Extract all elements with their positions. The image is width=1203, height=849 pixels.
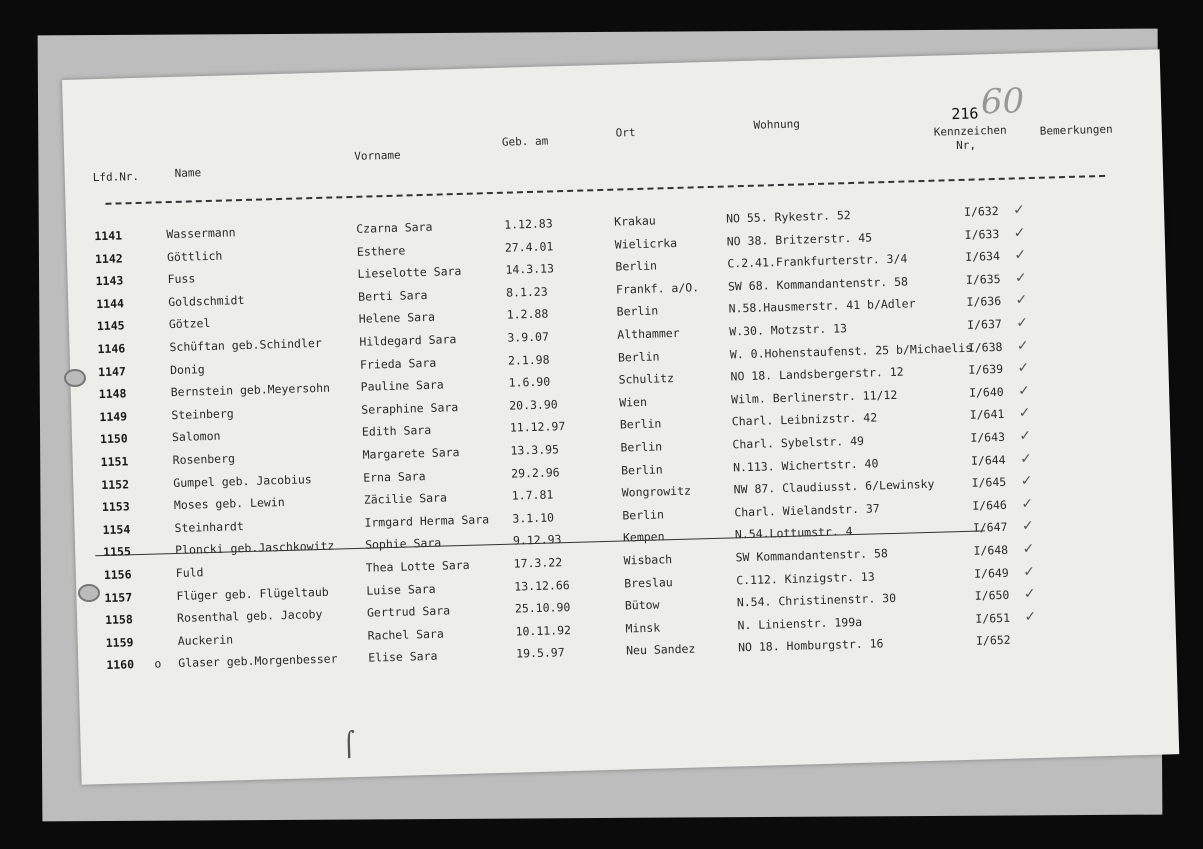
cell-wohnung: W. 0.Hohenstaufenst. 25 b/Michaelis [729,340,973,362]
cell-ort: Berlin [615,258,658,274]
header-geb: Geb. am [501,134,549,149]
cell-nr: 1152 [101,476,130,492]
cell-vorname: Czarna Sara [356,219,433,236]
cell-wohnung: Charl. Leibnizstr. 42 [731,410,878,429]
cell-vorname: Thea Lotte Sara [365,557,470,575]
cell-kennz: I/643 [970,429,1006,445]
check-mark-icon: ✓ [1021,470,1032,490]
cell-nr: 1155 [103,544,132,560]
cell-kennz: I/641 [969,407,1005,423]
cell-vorname: Zäcilie Sara [363,490,448,507]
cell-geb: 1.12.83 [504,216,553,232]
cell-ort: Wielicrka [614,235,678,252]
cell-geb: 13.12.66 [514,577,570,594]
cell-kennz: I/646 [972,497,1008,513]
check-mark-icon: ✓ [1014,221,1025,242]
cell-wohnung: SW 68. Kommandantenstr. 58 [727,274,909,294]
check-mark-icon: ✓ [1014,244,1026,264]
cell-kennz: I/634 [965,249,1001,265]
cell-vorname: Hildegard Sara [359,332,457,349]
cell-kennz: I/633 [964,226,1000,242]
cell-wohnung: NO 18. Landsbergerstr. 12 [730,364,904,384]
check-mark-icon: ✓ [1018,357,1029,377]
cell-wohnung: C.2.41.Frankfurterstr. 3/4 [727,251,908,271]
cell-wohnung: NW 87. Claudiusst. 6/Lewinsky [733,476,935,497]
cell-name: Donig [169,361,205,377]
cell-wohnung: N.54.Lottumstr. 4 [734,524,853,542]
cell-geb: 2.1.98 [507,352,550,368]
cell-ort: Berlin [622,507,665,523]
header-kennzeichen: Kennzeichen [933,123,1007,139]
cell-name: Fuld [175,565,204,581]
cell-vorname: Irmgard Herma Sara [364,512,490,530]
check-mark-icon: ✓ [1013,199,1024,219]
cell-geb: 25.10.90 [514,600,571,616]
cell-kennz: I/647 [972,520,1008,536]
cell-wohnung: N. Linienstr. 199a [737,614,863,633]
cell-ort: Wongrowitz [621,483,692,500]
cell-nr: 1153 [101,499,130,515]
cell-kennz: I/645 [971,474,1007,490]
cell-geb: 1.2.88 [506,306,549,323]
cell-nr: 1143 [95,273,124,289]
cell-ort: Minsk [625,620,661,636]
cell-vorname: Margarete Sara [362,445,460,462]
cell-name: Rosenberg [172,451,236,468]
cell-ort: Bütow [624,597,660,613]
pencil-mark: ⌠ [342,730,356,759]
check-mark-icon: ✓ [1023,560,1034,580]
cell-kennz: I/636 [966,294,1002,310]
cell-wohnung: W.30. Motzstr. 13 [729,321,848,339]
check-mark-icon: ✓ [1019,402,1030,422]
cell-nr: 1160 [106,657,135,673]
cell-vorname: Erna Sara [363,468,426,485]
cell-wohnung: N.58.Hausmerstr. 41 b/Adler [728,296,916,316]
cell-geb: 9.12.93 [512,532,562,548]
cell-ort: Berlin [616,303,659,319]
cell-kennz: I/648 [973,542,1009,558]
cell-wohnung: N.113. Wichertstr. 40 [732,455,879,475]
cell-vorname: Lieselotte Sara [357,264,462,282]
cell-nr: 1141 [94,228,123,244]
cell-geb: 14.3.13 [505,261,555,277]
cell-kennz: I/640 [968,384,1004,400]
cell-ort: Wien [619,394,648,410]
cell-kennz: I/650 [974,587,1010,603]
cell-ort: Frankf. a/O. [615,280,700,297]
cell-ort: Krakau [613,213,656,229]
check-mark-icon: ✓ [1016,289,1027,309]
header-ort: Ort [615,126,636,140]
cell-wohnung: Charl. Sybelstr. 49 [732,433,865,452]
cell-name: Flüger geb. Flügeltaub [176,584,329,603]
cell-ort: Neu Sandez [625,641,696,658]
cell-vorname: Sophie Sara [364,535,442,553]
cell-kennz: I/638 [967,339,1003,355]
cell-name: Bernstein geb.Meyersohn [170,380,331,400]
cell-vorname: Berti Sara [357,287,428,304]
cell-nr: 1157 [104,589,133,605]
cell-name: Steinberg [171,406,234,422]
cell-vorname: Pauline Sara [360,377,444,394]
cell-geb: 10.11.92 [515,622,572,639]
cell-geb: 29.2.96 [510,464,560,481]
cell-nr: 1151 [100,454,129,470]
cell-nr: 1147 [97,363,127,379]
cell-geb: 3.1.10 [512,510,555,526]
cell-kennz: I/637 [966,316,1002,332]
cell-geb: 19.5.97 [516,645,565,661]
check-mark-icon: ✓ [1015,266,1026,287]
check-mark-icon: ✓ [1025,605,1036,626]
cell-name: Moses geb. Lewin [173,495,285,513]
cell-wohnung: NO 55. Rykestr. 52 [725,208,851,226]
handwritten-page-number: 60 [980,81,1025,123]
header-kennzeichen-nr: Nr, [955,138,977,153]
cell-name: Schüftan geb.Schindler [169,335,322,355]
cell-geb: 8.1.23 [505,284,548,300]
header-vorname: Vorname [354,148,401,163]
header-rule [105,175,1105,205]
cell-geb: 1.7.81 [511,487,554,503]
cell-nr: 1144 [96,296,125,311]
cell-kennz: I/639 [968,362,1004,377]
check-mark-icon: ✓ [1022,515,1033,535]
cell-geb: 13.3.95 [510,442,560,458]
cell-name: Götzel [168,316,211,332]
cell-ort: Berlin [620,439,663,455]
cell-ort: Wisbach [623,552,673,568]
cell-vorname: Gertrud Sara [366,603,451,620]
check-mark-icon: ✓ [1024,583,1035,603]
cell-geb: 27.4.01 [504,238,554,255]
punch-hole-top [64,369,86,387]
cell-name: Salomon [171,429,221,445]
cell-name: Göttlich [166,248,223,264]
cell-nr: 1148 [98,386,127,402]
cell-nr: 1158 [104,612,133,628]
cell-nr: 1156 [103,567,132,583]
cell-ort: Schulitz [618,371,675,387]
cell-vorname: Esthere [356,243,406,259]
cell-kennz: I/652 [975,633,1011,649]
cell-name: Auckerin [177,632,234,648]
cell-geb: 11.12.97 [509,419,566,436]
cell-nr: 1150 [99,431,128,447]
cell-name: Gumpel geb. Jacobius [173,471,312,490]
cell-kennz: I/635 [965,271,1001,287]
cell-nr: 1154 [102,522,131,537]
cell-geb: 1.6.90 [508,374,551,390]
cell-wohnung: Wilm. Berlinerstr. 11/12 [730,387,898,407]
header-nr: Lfd.Nr. [92,169,140,185]
cell-geb: 3.9.07 [507,329,550,345]
cell-nr: 1142 [94,250,123,266]
check-mark-icon: ✓ [1016,312,1028,332]
page-number: 216 [951,104,979,124]
punch-hole-bottom [78,584,100,602]
cell-wohnung: Charl. Wielandstr. 37 [734,501,880,520]
cell-name: Ploncki geb.Jaschkowitz [174,538,335,558]
cell-vorname: Rachel Sara [367,626,444,643]
header-wohnung: Wohnung [753,117,801,132]
cell-name: Fuss [167,271,196,287]
cell-name: Wassermann [166,225,236,242]
header-bemerkungen: Bemerkungen [1039,122,1113,138]
cell-wohnung: SW Kommandantenstr. 58 [735,546,889,565]
cell-name: Glaser geb.Morgenbesser [178,651,338,671]
margin-mark: o [154,656,162,672]
document-page [62,49,1179,784]
cell-ort: Breslau [624,574,673,591]
cell-geb: 20.3.90 [509,397,558,413]
cell-nr: 1149 [99,409,128,424]
cell-wohnung: NO 38. Britzerstr. 45 [726,230,873,249]
cell-vorname: Frieda Sara [359,355,437,372]
cell-ort: Kempen [622,529,665,545]
cell-nr: 1159 [105,635,134,650]
cell-ort: Berlin [619,416,662,432]
cell-vorname: Edith Sara [361,423,432,440]
cell-wohnung: C.112. Kinzigstr. 13 [736,569,875,587]
cell-vorname: Seraphine Sara [361,399,459,417]
check-mark-icon: ✓ [1020,425,1031,445]
cell-nr: 1146 [97,341,126,357]
check-mark-icon: ✓ [1021,492,1033,513]
cell-kennz: I/649 [973,565,1009,581]
check-mark-icon: ✓ [1017,334,1028,355]
cell-ort: Berlin [620,461,663,478]
header-name: Name [174,166,202,180]
cell-nr: 1145 [96,318,125,334]
cell-name: Steinhardt [174,518,244,535]
cell-kennz: I/632 [963,203,999,219]
cell-name: Rosenthal geb. Jacoby [176,607,323,626]
cell-name: Goldschmidt [168,292,245,309]
check-mark-icon: ✓ [1018,379,1029,400]
cell-kennz: I/644 [970,452,1006,468]
cell-vorname: Elise Sara [368,649,438,666]
cell-kennz: I/651 [975,610,1011,626]
cell-vorname: Luise Sara [366,581,436,598]
cell-vorname: Helene Sara [358,310,436,327]
cell-ort: Berlin [617,349,660,365]
cell-wohnung: NO 18. Homburgstr. 16 [737,636,884,655]
cell-ort: Althammer [617,325,680,342]
check-mark-icon: ✓ [1023,538,1034,558]
cell-wohnung: N.54. Christinenstr. 30 [736,591,897,610]
cell-geb: 17.3.22 [513,555,563,571]
check-mark-icon: ✓ [1020,447,1031,467]
